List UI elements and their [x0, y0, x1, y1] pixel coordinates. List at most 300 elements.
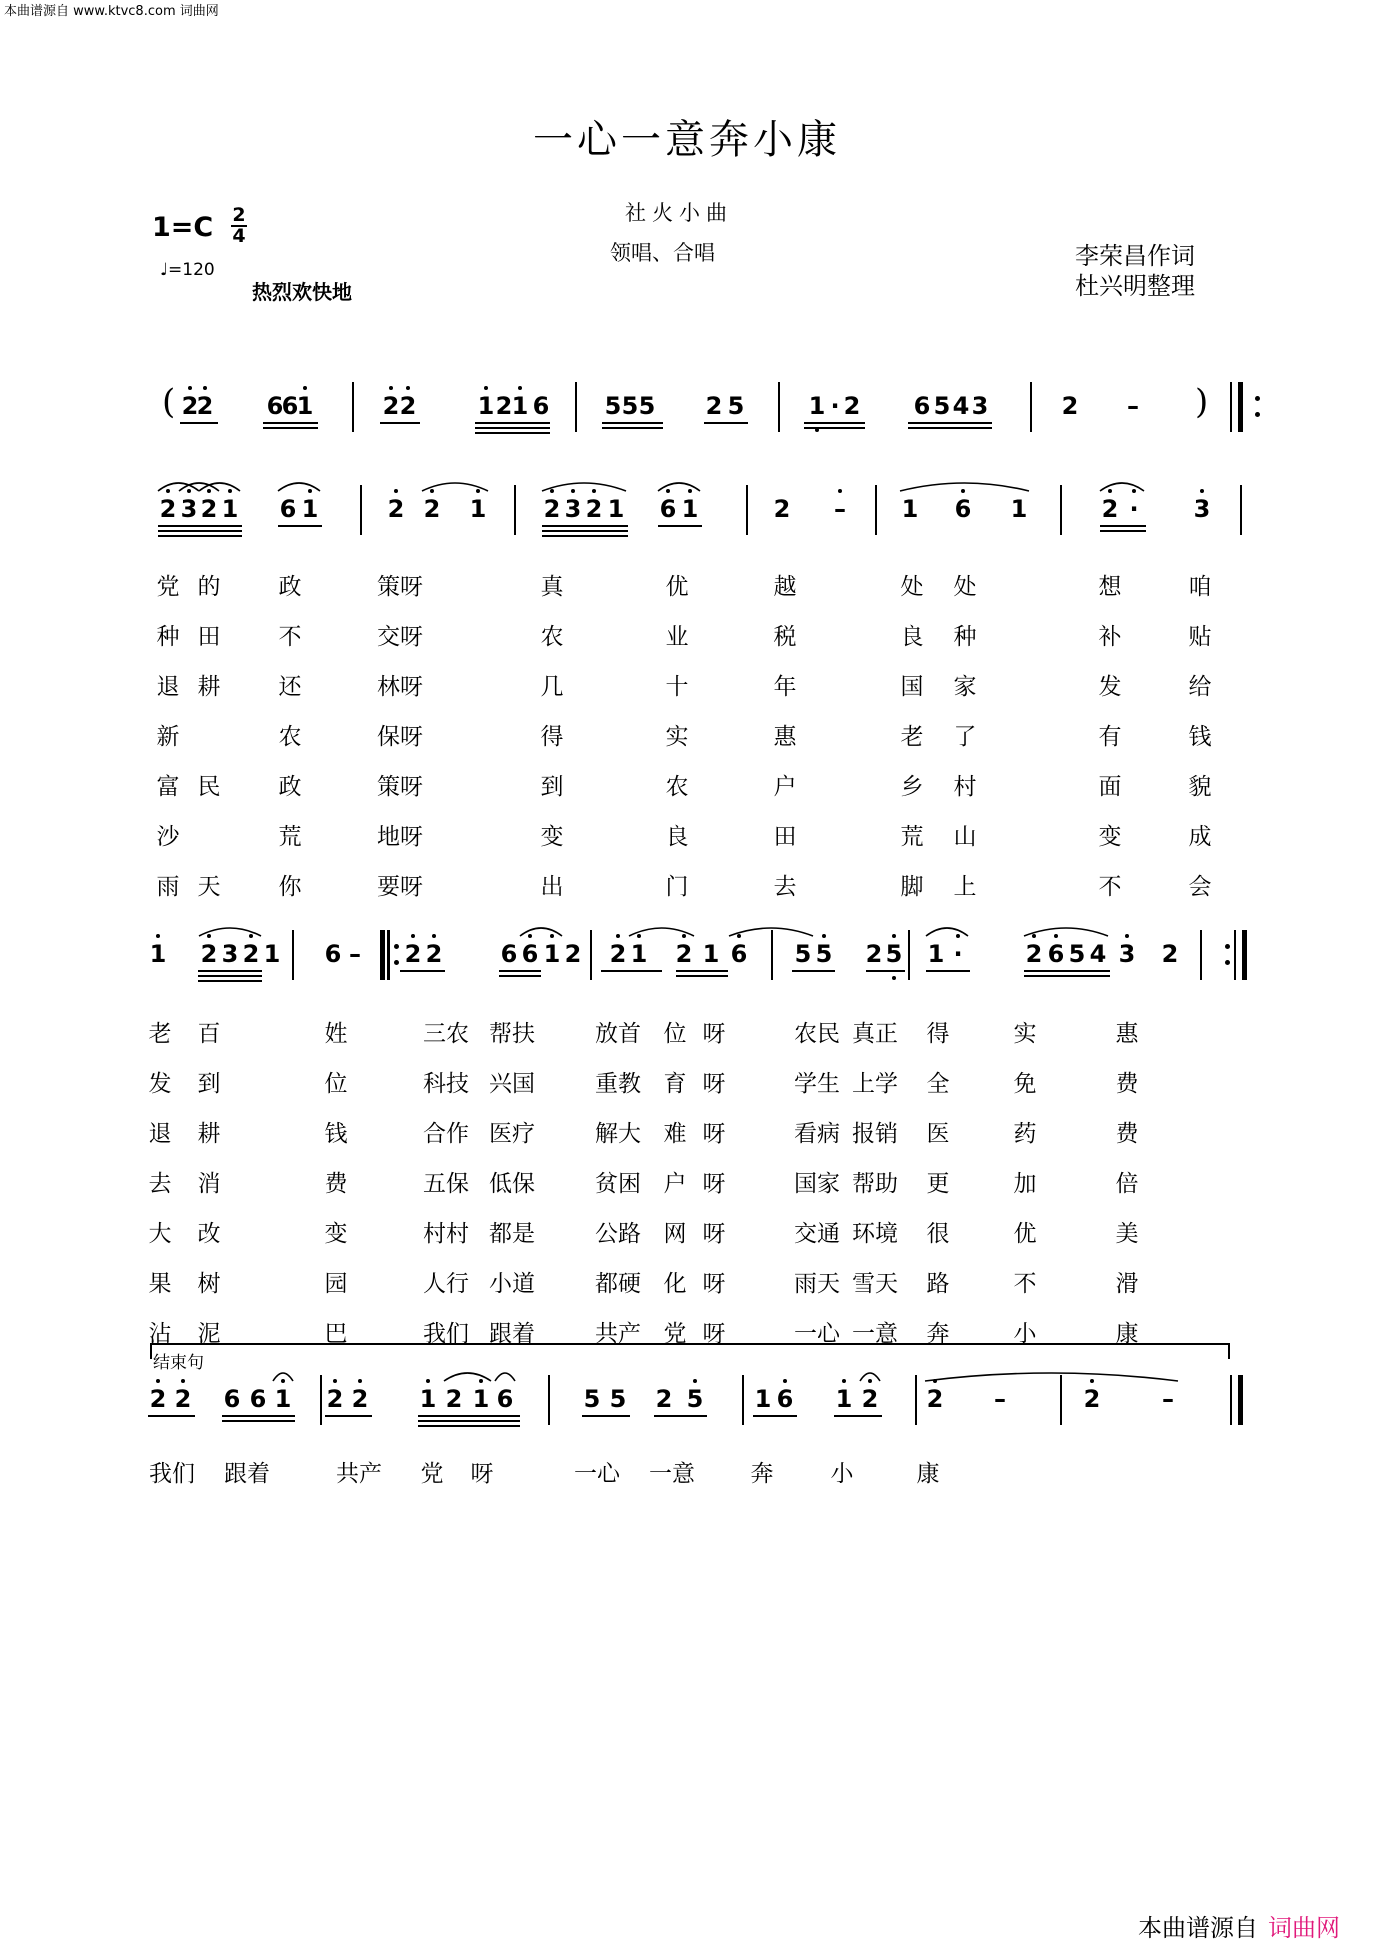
lyric-syllable: 呀	[470, 1461, 494, 1487]
slur	[860, 1373, 880, 1381]
lyric-syllable: 位	[324, 1071, 348, 1097]
duration-underline	[400, 970, 445, 972]
duration-underline	[263, 422, 318, 424]
lyric-syllable: 呀	[702, 1271, 726, 1297]
lyric-syllable: 沾	[148, 1321, 172, 1347]
lyric-syllable: 上学	[852, 1071, 898, 1097]
lyric-syllable: 沙	[156, 824, 180, 850]
lyric-syllable: 小道	[489, 1271, 535, 1297]
subtitle: 社火小曲	[625, 201, 733, 225]
lyric-syllable: 乡	[900, 774, 924, 800]
duration-underline	[834, 1415, 882, 1417]
note: 1	[263, 940, 281, 968]
lyric-syllable: 医疗	[489, 1121, 535, 1147]
slur	[1024, 928, 1108, 936]
parenthesis: (	[162, 382, 176, 422]
lyric-syllable: 免	[1013, 1071, 1037, 1097]
note: 2	[326, 1385, 344, 1413]
lyric-syllable: 雨	[156, 874, 180, 900]
note: 2	[174, 1385, 192, 1413]
lyric-syllable: 共产	[595, 1321, 641, 1347]
slur	[495, 1373, 515, 1381]
lyric-syllable: 报销	[852, 1121, 898, 1147]
lyric-syllable: 一意	[852, 1321, 898, 1347]
lyric-syllable: 处	[953, 574, 977, 600]
lyric-syllable: 门	[665, 874, 689, 900]
lyric-syllable: 共产	[336, 1461, 382, 1487]
lyric-syllable: 姓	[324, 1021, 348, 1047]
lyric-syllable: 荒	[278, 824, 302, 850]
note: 6	[776, 1385, 794, 1413]
note: 2	[564, 940, 582, 968]
note: 6	[521, 940, 539, 968]
duration-underline	[278, 525, 322, 527]
note: 1	[630, 940, 648, 968]
lyric-syllable: 奔	[926, 1321, 950, 1347]
lyric-syllable: 村村	[423, 1221, 469, 1247]
note: 1	[149, 940, 167, 968]
lyric-syllable: 还	[278, 674, 302, 700]
lyric-syllable: 学生	[794, 1071, 840, 1097]
note: 5	[885, 940, 903, 968]
note: 1	[927, 940, 945, 968]
final-barline	[1238, 382, 1243, 432]
duration-underline	[658, 525, 702, 527]
lyric-syllable: 费	[324, 1171, 348, 1197]
lyric-syllable: 大	[148, 1221, 172, 1247]
lyric-syllable: 民	[197, 774, 221, 800]
octave-dot-high	[389, 386, 393, 390]
lyric-syllable: 农民	[794, 1021, 840, 1047]
notation-row-ending	[0, 1375, 1374, 1435]
lyric-syllable: 耕	[197, 674, 221, 700]
lyric-syllable: 天	[197, 874, 221, 900]
lyric-syllable: 想	[1098, 574, 1122, 600]
duration-underline	[198, 975, 262, 977]
note: 3	[1118, 940, 1136, 968]
lyric-syllable: 五保	[423, 1171, 469, 1197]
note: 1	[702, 940, 720, 968]
lyric-syllable: 加	[1013, 1171, 1037, 1197]
lyric-syllable: 国	[900, 674, 924, 700]
duration-underline	[325, 1415, 372, 1417]
barline	[1030, 382, 1032, 432]
lyric-syllable: 倍	[1115, 1171, 1139, 1197]
tempo-marking: ♩=120	[160, 260, 215, 280]
slur	[278, 483, 320, 491]
lyric-syllable: 农	[540, 624, 564, 650]
duration-underline	[804, 427, 865, 429]
lyric-syllable: 育	[663, 1071, 687, 1097]
slur	[900, 483, 1029, 491]
lyric-syllable: 田	[197, 624, 221, 650]
slur	[422, 483, 488, 491]
song-title: 一心一意奔小康	[533, 117, 841, 163]
lyric-syllable: 林呀	[377, 674, 423, 700]
lyric-syllable: 十	[665, 674, 689, 700]
lyric-syllable: 不	[1013, 1271, 1037, 1297]
note: 2	[181, 392, 199, 420]
lyric-syllable: 呀	[702, 1021, 726, 1047]
lyric-syllable: 实	[1013, 1021, 1037, 1047]
lyric-syllable: 的	[197, 574, 221, 600]
lyric-syllable: 有	[1098, 724, 1122, 750]
note: 2	[196, 392, 214, 420]
note: 5	[686, 1385, 704, 1413]
lyric-syllable: 得	[926, 1021, 950, 1047]
note: 2	[861, 1385, 879, 1413]
slur	[542, 483, 626, 491]
note: 5	[604, 392, 622, 420]
duration-underline	[542, 525, 628, 527]
lyric-syllable: 不	[1098, 874, 1122, 900]
note: 5	[583, 1385, 601, 1413]
slur	[658, 483, 700, 491]
lyric-syllable: 呀	[702, 1071, 726, 1097]
lyric-syllable: 真	[540, 574, 564, 600]
lyric-syllable: 费	[1115, 1121, 1139, 1147]
lyric-syllable: 策呀	[377, 774, 423, 800]
lyric-syllable: 钱	[324, 1121, 348, 1147]
duration-underline	[418, 1415, 520, 1417]
lyric-syllable: 惠	[773, 724, 797, 750]
note: 2	[609, 940, 627, 968]
lyric-syllable: 村	[953, 774, 977, 800]
duration-underline	[804, 422, 865, 424]
note: –	[834, 495, 846, 523]
lyric-syllable: 去	[773, 874, 797, 900]
lyric-syllable: 树	[197, 1271, 221, 1297]
lyric-syllable: 种	[156, 624, 180, 650]
lyric-syllable: 位	[663, 1021, 687, 1047]
lyric-syllable: 都硬	[595, 1271, 641, 1297]
notation-row-verse-b	[0, 930, 1374, 990]
lyric-syllable: 帮扶	[489, 1021, 535, 1047]
note: 2	[445, 1385, 463, 1413]
lyric-syllable: 一心	[574, 1461, 620, 1487]
duration-underline	[704, 422, 748, 424]
slur-group	[0, 477, 1374, 497]
lyric-syllable: 消	[197, 1171, 221, 1197]
duration-underline	[222, 1420, 295, 1422]
duration-underline	[1024, 975, 1110, 977]
lyric-syllable: 人行	[423, 1271, 469, 1297]
lyric-syllable: 策呀	[377, 574, 423, 600]
lyric-syllable: 退	[156, 674, 180, 700]
site-label-bottom-text: 本曲谱源自	[1138, 1914, 1258, 1942]
duration-underline	[198, 980, 262, 982]
duration-underline	[908, 422, 992, 424]
lyric-syllable: 小	[830, 1461, 854, 1487]
note: –	[1162, 1385, 1174, 1413]
note: 4	[952, 392, 970, 420]
lyric-syllable: 不	[278, 624, 302, 650]
duration-underline	[158, 525, 242, 527]
note: 2	[351, 1385, 369, 1413]
ending-label: 结束句	[153, 1353, 204, 1373]
lyric-syllable: 补	[1098, 624, 1122, 650]
slur	[1100, 483, 1144, 491]
lyric-syllable: 化	[663, 1271, 687, 1297]
lyric-syllable: 看病	[794, 1121, 840, 1147]
lyric-syllable: 小	[1013, 1321, 1037, 1347]
duration-underline	[148, 1415, 195, 1417]
duration-underline	[676, 970, 728, 972]
note: 5	[638, 392, 656, 420]
arranger-credit: 杜兴明整理	[1075, 272, 1195, 300]
note: 1	[681, 495, 699, 523]
lyric-syllable: 更	[926, 1171, 950, 1197]
lyric-syllable: 耕	[197, 1121, 221, 1147]
note: 1	[835, 1385, 853, 1413]
lyric-syllable: 医	[926, 1121, 950, 1147]
note: 2	[585, 495, 603, 523]
note: ·	[953, 940, 963, 968]
note: 2	[655, 1385, 673, 1413]
lyric-syllable: 良	[900, 624, 924, 650]
note: 1	[419, 1385, 437, 1413]
note: 5	[621, 392, 639, 420]
lyric-syllable: 处	[900, 574, 924, 600]
note: 2	[843, 392, 861, 420]
lyric-syllable: 发	[1098, 674, 1122, 700]
lyric-syllable: 很	[926, 1221, 950, 1247]
lyric-syllable: 跟着	[224, 1461, 270, 1487]
note: 6	[279, 495, 297, 523]
lyric-syllable: 富	[156, 774, 180, 800]
lyric-syllable: 帮助	[852, 1171, 898, 1197]
note: 6	[730, 940, 748, 968]
lyric-syllable: 户	[663, 1171, 687, 1197]
lyric-syllable: 科技	[423, 1071, 469, 1097]
note: 3	[564, 495, 582, 523]
site-label-top: 本曲谱源自 www.ktvc8.com 词曲网	[4, 4, 219, 19]
expression-marking: 热烈欢快地	[252, 280, 352, 304]
note: 6	[324, 940, 342, 968]
lyric-syllable: 雪天	[852, 1271, 898, 1297]
meter-top: 2	[232, 204, 246, 226]
lyric-syllable: 呀	[702, 1121, 726, 1147]
duration-underline	[418, 1420, 520, 1422]
lyric-syllable: 党	[156, 574, 180, 600]
note: 1	[274, 1385, 292, 1413]
note: 2	[399, 392, 417, 420]
lyric-syllable: 实	[665, 724, 689, 750]
note: 3	[971, 392, 989, 420]
note: ·	[830, 392, 840, 420]
duration-underline	[908, 427, 992, 429]
lyric-syllable: 保呀	[377, 724, 423, 750]
note: 6	[1047, 940, 1065, 968]
lyric-syllable: 税	[773, 624, 797, 650]
duration-underline	[866, 970, 905, 972]
note: 2	[1025, 940, 1043, 968]
duration-underline	[542, 530, 628, 532]
lyric-syllable: 真正	[852, 1021, 898, 1047]
lyric-syllable: 荒	[900, 824, 924, 850]
notation-row-verse-a	[0, 485, 1374, 545]
note: 2	[1061, 392, 1079, 420]
note: 1	[1010, 495, 1028, 523]
note: 2	[1161, 940, 1179, 968]
slur	[629, 928, 694, 936]
note: 6	[496, 1385, 514, 1413]
note: 1	[808, 392, 826, 420]
lyric-syllable: 良	[665, 824, 689, 850]
note: 5	[1068, 940, 1086, 968]
lyric-syllable: 奔	[750, 1461, 774, 1487]
note: 6	[913, 392, 931, 420]
octave-dot-low	[892, 976, 896, 980]
duration-underline	[1100, 530, 1146, 532]
slur	[926, 928, 968, 936]
lyric-syllable: 药	[1013, 1121, 1037, 1147]
lyric-syllable: 出	[540, 874, 564, 900]
slur	[273, 1373, 293, 1381]
lyric-syllable: 国家	[794, 1171, 840, 1197]
key-signature: 1=C	[152, 212, 214, 243]
lyric-syllable: 山	[953, 824, 977, 850]
note: 1	[472, 1385, 490, 1413]
duration-underline	[792, 970, 835, 972]
lyric-syllable: 费	[1115, 1071, 1139, 1097]
barline-thin	[1230, 382, 1232, 432]
lyric-syllable: 去	[148, 1171, 172, 1197]
lyric-syllable: 种	[953, 624, 977, 650]
note: 2	[425, 940, 443, 968]
note: 5	[727, 392, 745, 420]
lyric-syllable: 解大	[595, 1121, 641, 1147]
lyric-syllable: 百	[197, 1021, 221, 1047]
lyric-syllable: 变	[540, 824, 564, 850]
lyric-syllable: 变	[324, 1221, 348, 1247]
note: 6	[266, 392, 284, 420]
meter-bottom: 4	[232, 225, 246, 247]
lyric-syllable: 我们	[423, 1321, 469, 1347]
lyric-syllable: 放首	[595, 1021, 641, 1047]
lyric-syllable: 政	[278, 574, 302, 600]
lyric-syllable: 户	[773, 774, 797, 800]
lyric-syllable: 园	[324, 1271, 348, 1297]
lyric-syllable: 一意	[649, 1461, 695, 1487]
barline	[778, 382, 780, 432]
note: 6	[281, 392, 299, 420]
lyric-syllable: 泥	[197, 1321, 221, 1347]
duration-underline	[499, 970, 541, 972]
lyric-syllable: 面	[1098, 774, 1122, 800]
lyric-syllable: 退	[148, 1121, 172, 1147]
lyric-syllable: 党	[663, 1321, 687, 1347]
note: 2	[675, 940, 693, 968]
lyric-syllable: 老	[148, 1021, 172, 1047]
slur	[729, 928, 813, 936]
note: 2	[423, 495, 441, 523]
lyric-syllable: 果	[148, 1271, 172, 1297]
lyric-syllable: 到	[197, 1071, 221, 1097]
lyric-syllable: 你	[278, 874, 302, 900]
note: –	[349, 940, 361, 968]
lyric-syllable: 了	[953, 724, 977, 750]
lyric-syllable: 田	[773, 824, 797, 850]
duration-underline	[222, 1415, 295, 1417]
duration-underline	[601, 970, 662, 972]
lyric-syllable: 呀	[702, 1221, 726, 1247]
note: 2	[149, 1385, 167, 1413]
lyric-syllable: 康	[1115, 1321, 1139, 1347]
note: 1	[477, 392, 495, 420]
lyric-syllable: 兴国	[489, 1071, 535, 1097]
note: 1	[301, 495, 319, 523]
lyric-syllable: 路	[926, 1271, 950, 1297]
lyric-syllable: 越	[773, 574, 797, 600]
note: 2	[382, 392, 400, 420]
duration-underline	[475, 422, 550, 424]
octave-dot-high	[518, 386, 522, 390]
lyric-syllable: 滑	[1115, 1271, 1139, 1297]
note: 6	[659, 495, 677, 523]
lyric-syllable: 农	[665, 774, 689, 800]
lyric-syllable: 网	[663, 1221, 687, 1247]
ending-bracket	[150, 1343, 1230, 1359]
note: ·	[1129, 495, 1139, 523]
lyric-syllable: 要呀	[377, 874, 423, 900]
lyric-syllable: 交通	[794, 1221, 840, 1247]
lyric-syllable: 改	[197, 1221, 221, 1247]
notation-row-intro	[0, 382, 1374, 442]
slur	[444, 1373, 491, 1381]
note: 2	[926, 1385, 944, 1413]
note: 1	[901, 495, 919, 523]
note: 1	[221, 495, 239, 523]
parenthesis: )	[1195, 382, 1209, 422]
note: 6	[249, 1385, 267, 1413]
octave-dot-high	[203, 386, 207, 390]
lyric-syllable: 老	[900, 724, 924, 750]
time-signature	[231, 206, 247, 246]
note: 3	[180, 495, 198, 523]
lyric-syllable: 新	[156, 724, 180, 750]
duration-underline	[158, 535, 242, 537]
site-label-bottom	[1138, 1908, 1340, 1943]
duration-underline	[475, 427, 550, 429]
lyric-syllable: 变	[1098, 824, 1122, 850]
duration-underline	[676, 975, 728, 977]
duration-underline	[602, 422, 663, 424]
octave-dot-high	[303, 386, 307, 390]
octave-dot-high	[188, 386, 192, 390]
note: 2	[865, 940, 883, 968]
lyric-syllable: 农	[278, 724, 302, 750]
note: 1	[543, 940, 561, 968]
lyric-syllable: 合作	[423, 1121, 469, 1147]
note: –	[994, 1385, 1006, 1413]
note: 2	[200, 495, 218, 523]
lyric-syllable: 公路	[595, 1221, 641, 1247]
slur	[199, 928, 261, 936]
note: 3	[1193, 495, 1211, 523]
duration-underline	[602, 427, 663, 429]
lyric-syllable: 貌	[1188, 774, 1212, 800]
lyric-syllable: 成	[1188, 824, 1212, 850]
note: 5	[933, 392, 951, 420]
lyric-syllable: 环境	[852, 1221, 898, 1247]
note: 5	[794, 940, 812, 968]
lyricist-credit: 李荣昌作词	[1075, 242, 1195, 270]
note: 2	[242, 940, 260, 968]
duration-underline	[753, 1415, 797, 1417]
lyric-syllable: 美	[1115, 1221, 1139, 1247]
lyric-syllable: 贫困	[595, 1171, 641, 1197]
